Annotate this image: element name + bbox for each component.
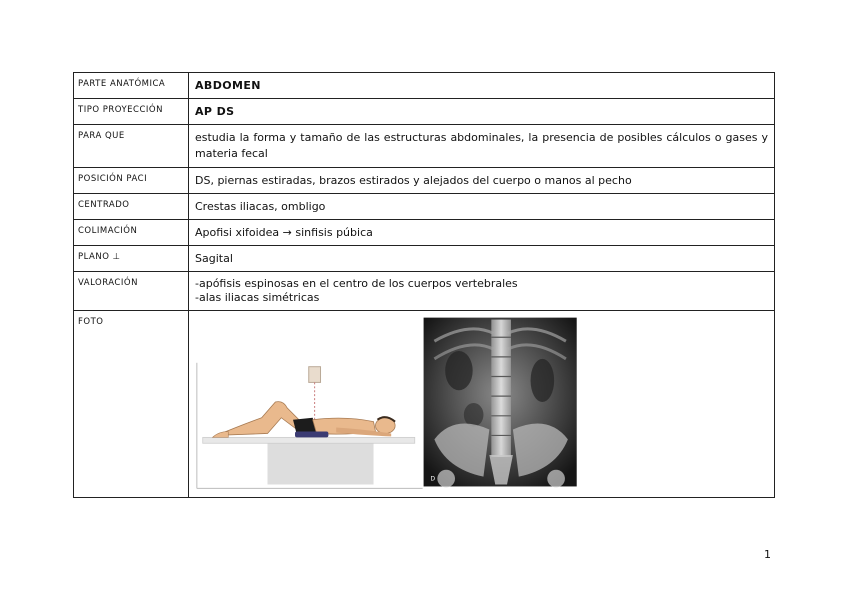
- xray-side-marker: D: [430, 476, 435, 483]
- row-label: PLANO ⊥: [74, 246, 189, 272]
- row-label: POSICIÓN PACI: [74, 168, 189, 194]
- assessment-line: -alas iliacas simétricas: [195, 291, 320, 304]
- table-row: [74, 246, 775, 272]
- row-label: VALORACIÓN: [74, 272, 189, 311]
- row-value: Sagital: [189, 246, 775, 272]
- row-label: PARTE ANATÓMICA: [74, 73, 189, 99]
- table-row: [74, 168, 775, 194]
- table-row: [74, 73, 775, 99]
- row-value: Crestas iliacas, ombligo: [189, 194, 775, 220]
- table-row: [74, 272, 775, 311]
- patient-position-illustration: [197, 363, 423, 489]
- row-label: FOTO: [74, 311, 189, 498]
- row-value: Apofisi xifoidea → sinfisis púbica: [189, 220, 775, 246]
- row-value: DS, piernas estiradas, brazos estirados y alejados del cuerpo o manos al pecho: [189, 168, 775, 194]
- page-number: 1: [764, 548, 771, 561]
- row-value: estudia la forma y tamaño de las estructuras abdominales, la presencia de posibles cálculos o gases y materia fecal: [189, 125, 775, 168]
- table-row: [74, 311, 775, 498]
- row-label: PARA QUE: [74, 125, 189, 168]
- row-label: COLIMACIÓN: [74, 220, 189, 246]
- radiography-protocol-table: [73, 72, 775, 498]
- table-row: [74, 125, 775, 168]
- table-row: [74, 99, 775, 125]
- row-value: ABDOMEN: [189, 73, 775, 99]
- photo-cell: [189, 311, 775, 498]
- row-value: AP DS: [189, 99, 775, 125]
- table-row: [74, 194, 775, 220]
- abdomen-xray-image: [424, 318, 577, 488]
- row-value: [189, 272, 775, 311]
- assessment-line: -apófisis espinosas en el centro de los cuerpos vertebrales: [195, 277, 518, 290]
- row-label: TIPO PROYECCIÓN: [74, 99, 189, 125]
- photo-figures: [189, 311, 774, 497]
- row-label: CENTRADO: [74, 194, 189, 220]
- table-row: [74, 220, 775, 246]
